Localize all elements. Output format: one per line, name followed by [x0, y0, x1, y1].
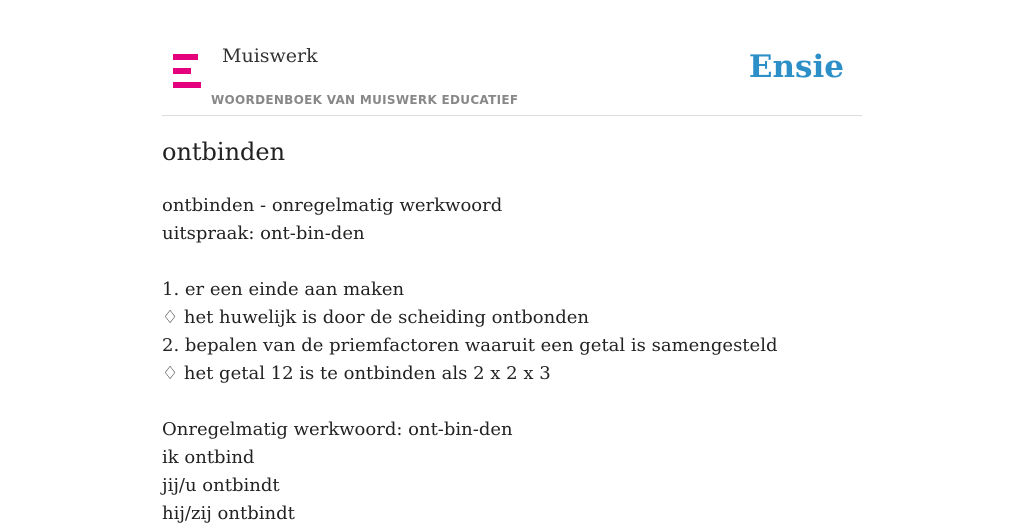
entry-line: ♢ het getal 12 is te ontbinden als 2 x 2 x 3: [162, 363, 551, 384]
entry-line: jij/u ontbindt: [162, 475, 280, 496]
ensie-brand-logo[interactable]: Ensie: [748, 49, 844, 85]
source-subtitle: WOORDENBOEK VAN MUISWERK EDUCATIEF: [211, 93, 519, 107]
muiswerk-logo-icon[interactable]: [173, 54, 201, 88]
entry-line: hij/zij ontbindt: [162, 503, 295, 524]
entry-line: uitspraak: ont-bin-den: [162, 223, 365, 244]
entry-line: [162, 248, 862, 276]
entry-line: ontbinden - onregelmatig werkwoord: [162, 195, 503, 216]
logo-bar-middle: [173, 68, 191, 74]
entry-line: ik ontbind: [162, 447, 255, 468]
entry-line: 1. er een einde aan maken: [162, 279, 405, 300]
logo-bar-bottom: [173, 82, 201, 88]
site-header: [162, 40, 862, 116]
entry-body: [162, 192, 862, 528]
entry-line: [162, 388, 862, 416]
entry-line: Onregelmatig werkwoord: ont-bin-den: [162, 419, 513, 440]
entry-line: ♢ het huwelijk is door de scheiding ontbonden: [162, 307, 589, 328]
entry-line: 2. bepalen van de priemfactoren waaruit een getal is samengesteld: [162, 335, 778, 356]
page-title: ontbinden: [162, 138, 286, 166]
logo-bar-top: [173, 54, 198, 60]
source-name-link[interactable]: Muiswerk: [222, 45, 318, 67]
